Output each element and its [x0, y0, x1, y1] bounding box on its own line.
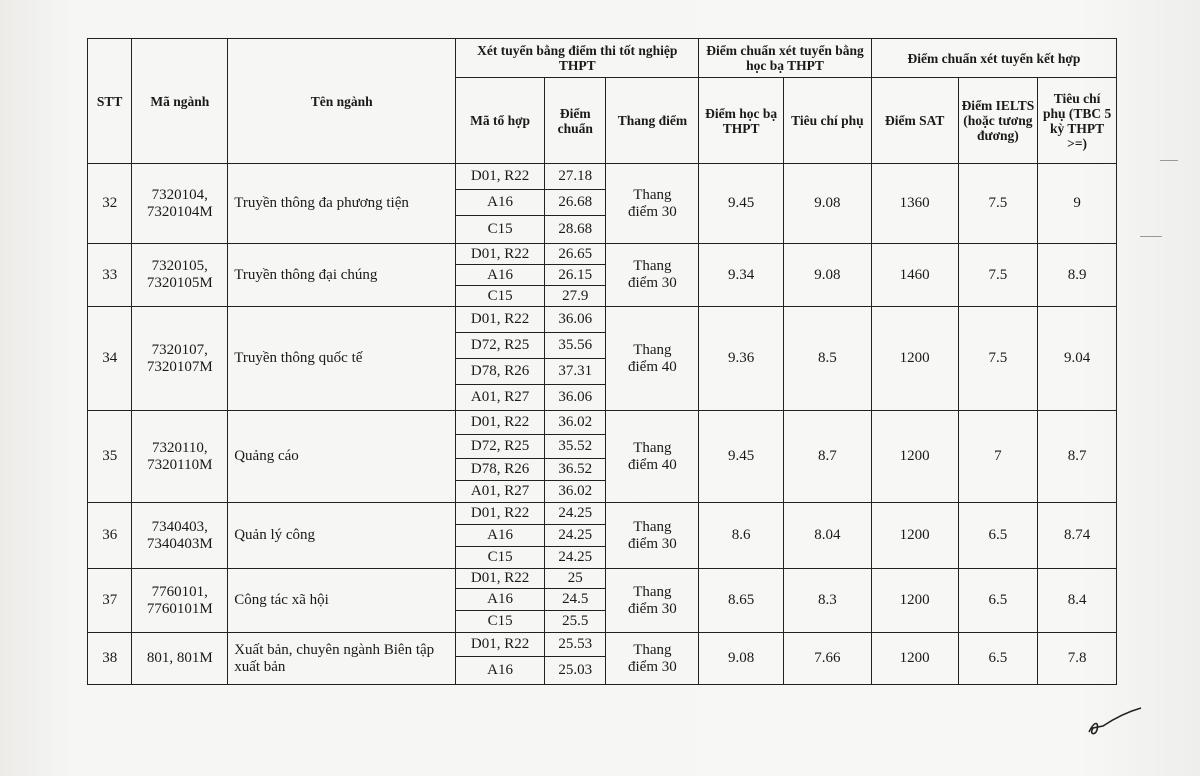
- cell-ma-to-hop: D72, R25: [456, 435, 545, 459]
- cell-diem-chuan: 27.18: [544, 164, 606, 190]
- cell-thang-diem: Thang điểm 30: [606, 569, 699, 633]
- cell-thang-diem: Thang điểm 30: [606, 503, 699, 569]
- table-row: [88, 569, 1117, 589]
- cell-ma-to-hop: C15: [456, 547, 545, 569]
- table-row: [88, 503, 1117, 525]
- header-ma-nganh: Mã ngành: [132, 39, 228, 164]
- cell-ma-to-hop: A16: [456, 589, 545, 611]
- cell-tieu-chi-phu: 8.5: [784, 307, 872, 411]
- cell-diem-chuan: 26.65: [544, 244, 606, 265]
- cell-diem-chuan: 24.25: [544, 525, 606, 547]
- cell-diem-chuan: 36.02: [544, 481, 606, 503]
- cell-stt: 34: [88, 307, 132, 411]
- cell-ma-to-hop: A16: [456, 190, 545, 216]
- cell-ma-to-hop: D01, R22: [456, 164, 545, 190]
- header-thang-diem: Thang điểm: [606, 78, 699, 164]
- cell-tieu-chi-phu-tbc: 8.7: [1038, 411, 1117, 503]
- header-group-hocba: Điểm chuẩn xét tuyển bằng học bạ THPT: [699, 39, 871, 78]
- header-group-thpt: Xét tuyển bằng điểm thi tốt nghiệp THPT: [456, 39, 699, 78]
- table-row: [88, 633, 1117, 657]
- cell-diem-chuan: 37.31: [544, 359, 606, 385]
- cell-ma-to-hop: C15: [456, 216, 545, 244]
- cell-stt: 33: [88, 244, 132, 307]
- cell-tieu-chi-phu-tbc: 8.74: [1038, 503, 1117, 569]
- cell-diem-chuan: 24.25: [544, 547, 606, 569]
- cell-thang-diem: Thang điểm 30: [606, 244, 699, 307]
- cell-diem-chuan: 36.02: [544, 411, 606, 435]
- cell-tieu-chi-phu: 9.08: [784, 244, 872, 307]
- cell-ten-nganh: Truyền thông đa phương tiện: [228, 164, 456, 244]
- scan-edge-mark: [1140, 236, 1162, 237]
- cell-ma-nganh: 801, 801M: [132, 633, 228, 685]
- cell-ma-to-hop: D01, R22: [456, 503, 545, 525]
- cell-ten-nganh: Quản lý công: [228, 503, 456, 569]
- cell-diem-chuan: 28.68: [544, 216, 606, 244]
- cell-diem-chuan: 26.68: [544, 190, 606, 216]
- header-ma-to-hop: Mã tổ hợp: [456, 78, 545, 164]
- cell-diem-ielts: 7.5: [958, 164, 1038, 244]
- header-stt: STT: [88, 39, 132, 164]
- cell-diem-chuan: 35.52: [544, 435, 606, 459]
- cell-diem-sat: 1460: [871, 244, 958, 307]
- cell-diem-hoc-ba: 9.36: [699, 307, 784, 411]
- cell-diem-hoc-ba: 9.45: [699, 411, 784, 503]
- cell-diem-hoc-ba: 8.6: [699, 503, 784, 569]
- cell-diem-sat: 1200: [871, 503, 958, 569]
- cell-diem-ielts: 6.5: [958, 503, 1038, 569]
- cell-ma-to-hop: C15: [456, 611, 545, 633]
- cell-diem-sat: 1200: [871, 569, 958, 633]
- cell-ma-nganh: 7320105, 7320105M: [132, 244, 228, 307]
- cell-ma-nganh: 7320110, 7320110M: [132, 411, 228, 503]
- cell-diem-chuan: 36.06: [544, 307, 606, 333]
- cell-diem-hoc-ba: 9.34: [699, 244, 784, 307]
- cell-diem-chuan: 26.15: [544, 265, 606, 286]
- cell-ma-to-hop: A16: [456, 265, 545, 286]
- cell-diem-ielts: 6.5: [958, 633, 1038, 685]
- cell-ten-nganh: Truyền thông quốc tế: [228, 307, 456, 411]
- cell-diem-chuan: 25.5: [544, 611, 606, 633]
- cell-tieu-chi-phu-tbc: 9: [1038, 164, 1117, 244]
- table-row: [88, 307, 1117, 333]
- cell-diem-hoc-ba: 8.65: [699, 569, 784, 633]
- admission-score-table: [87, 38, 1117, 685]
- cell-ma-to-hop: A01, R27: [456, 385, 545, 411]
- cell-tieu-chi-phu: 7.66: [784, 633, 872, 685]
- signature-mark: [1085, 700, 1145, 740]
- cell-diem-chuan: 27.9: [544, 286, 606, 307]
- cell-thang-diem: Thang điểm 40: [606, 307, 699, 411]
- cell-thang-diem: Thang điểm 30: [606, 633, 699, 685]
- cell-stt: 35: [88, 411, 132, 503]
- cell-tieu-chi-phu: 8.04: [784, 503, 872, 569]
- cell-ma-to-hop: D01, R22: [456, 569, 545, 589]
- cell-ma-to-hop: D01, R22: [456, 633, 545, 657]
- cell-ma-nganh: 7340403, 7340403M: [132, 503, 228, 569]
- cell-ten-nganh: Xuất bản, chuyên ngành Biên tập xuất bản: [228, 633, 456, 685]
- cell-diem-sat: 1200: [871, 411, 958, 503]
- cell-diem-sat: 1360: [871, 164, 958, 244]
- header-ten-nganh: Tên ngành: [228, 39, 456, 164]
- header-diem-chuan: Điểm chuẩn: [544, 78, 606, 164]
- cell-diem-ielts: 7.5: [958, 244, 1038, 307]
- cell-ma-nganh: 7760101, 7760101M: [132, 569, 228, 633]
- header-diem-hoc-ba: Điểm học bạ THPT: [699, 78, 784, 164]
- cell-diem-chuan: 36.06: [544, 385, 606, 411]
- cell-diem-sat: 1200: [871, 633, 958, 685]
- header-group-ket-hop: Điểm chuẩn xét tuyển kết hợp: [871, 39, 1116, 78]
- cell-ma-to-hop: D78, R26: [456, 359, 545, 385]
- header-diem-sat: Điểm SAT: [871, 78, 958, 164]
- cell-ma-to-hop: D01, R22: [456, 244, 545, 265]
- header-tieu-chi-phu: Tiêu chí phụ: [784, 78, 872, 164]
- cell-diem-hoc-ba: 9.45: [699, 164, 784, 244]
- cell-ten-nganh: Truyền thông đại chúng: [228, 244, 456, 307]
- cell-stt: 36: [88, 503, 132, 569]
- cell-diem-ielts: 6.5: [958, 569, 1038, 633]
- table-row: [88, 244, 1117, 265]
- cell-diem-chuan: 25: [544, 569, 606, 589]
- cell-ten-nganh: Quảng cáo: [228, 411, 456, 503]
- cell-stt: 38: [88, 633, 132, 685]
- cell-diem-chuan: 35.56: [544, 333, 606, 359]
- table-row: [88, 411, 1117, 435]
- header-tieu-chi-phu-tbc: Tiêu chí phụ (TBC 5 kỳ THPT >=): [1038, 78, 1117, 164]
- cell-ma-to-hop: D78, R26: [456, 459, 545, 481]
- cell-ten-nganh: Công tác xã hội: [228, 569, 456, 633]
- cell-diem-ielts: 7.5: [958, 307, 1038, 411]
- cell-diem-chuan: 25.53: [544, 633, 606, 657]
- cell-diem-ielts: 7: [958, 411, 1038, 503]
- table-row: [88, 164, 1117, 190]
- cell-diem-chuan: 25.03: [544, 657, 606, 685]
- cell-ma-nganh: 7320104, 7320104M: [132, 164, 228, 244]
- cell-tieu-chi-phu-tbc: 9.04: [1038, 307, 1117, 411]
- cell-tieu-chi-phu: 9.08: [784, 164, 872, 244]
- cell-ma-nganh: 7320107, 7320107M: [132, 307, 228, 411]
- cell-stt: 37: [88, 569, 132, 633]
- cell-tieu-chi-phu-tbc: 8.9: [1038, 244, 1117, 307]
- cell-diem-chuan: 24.25: [544, 503, 606, 525]
- cell-tieu-chi-phu: 8.7: [784, 411, 872, 503]
- cell-tieu-chi-phu-tbc: 8.4: [1038, 569, 1117, 633]
- cell-diem-hoc-ba: 9.08: [699, 633, 784, 685]
- cell-stt: 32: [88, 164, 132, 244]
- cell-ma-to-hop: A01, R27: [456, 481, 545, 503]
- cell-ma-to-hop: D01, R22: [456, 307, 545, 333]
- cell-diem-chuan: 36.52: [544, 459, 606, 481]
- cell-diem-chuan: 24.5: [544, 589, 606, 611]
- cell-ma-to-hop: A16: [456, 525, 545, 547]
- cell-thang-diem: Thang điểm 40: [606, 411, 699, 503]
- cell-ma-to-hop: A16: [456, 657, 545, 685]
- scan-edge-mark: [1160, 160, 1178, 161]
- cell-diem-sat: 1200: [871, 307, 958, 411]
- cell-tieu-chi-phu-tbc: 7.8: [1038, 633, 1117, 685]
- cell-tieu-chi-phu: 8.3: [784, 569, 872, 633]
- cell-ma-to-hop: D72, R25: [456, 333, 545, 359]
- cell-ma-to-hop: C15: [456, 286, 545, 307]
- cell-ma-to-hop: D01, R22: [456, 411, 545, 435]
- header-diem-ielts: Điểm IELTS (hoặc tương đương): [958, 78, 1038, 164]
- cell-thang-diem: Thang điểm 30: [606, 164, 699, 244]
